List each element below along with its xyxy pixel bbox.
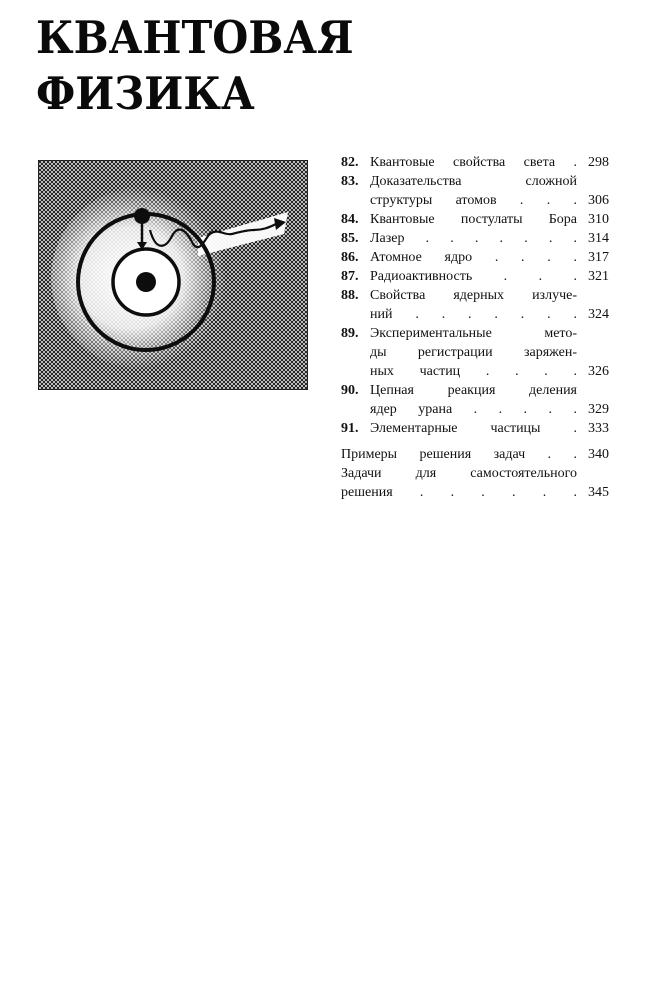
atom-illustration xyxy=(38,160,308,390)
toc-entry-text: ды регистрации заряжен- xyxy=(370,345,577,360)
toc-entry xyxy=(341,229,609,248)
toc-entry-text: ний . . . . . . . xyxy=(370,307,577,322)
toc-entry-text: Примеры решения задач . . xyxy=(341,447,577,462)
nucleus xyxy=(136,272,156,292)
toc-entry-page: 321 xyxy=(588,269,609,284)
toc-entry-text: Квантовые постулаты Бора xyxy=(370,212,577,227)
toc-entry xyxy=(341,381,609,419)
toc-entry xyxy=(341,267,609,286)
toc-entry-text: Элементарные частицы . xyxy=(370,421,577,436)
toc-entry-text: Радиоактивность . . . xyxy=(370,269,577,284)
toc-entry-page: 329 xyxy=(588,402,609,417)
toc-entry-number: 82. xyxy=(341,155,359,170)
toc-entry-text: ных частиц . . . . xyxy=(370,364,577,379)
toc-entry-page: 326 xyxy=(588,364,609,379)
toc-entry-page: 298 xyxy=(588,155,609,170)
toc-entry-text: Экспериментальные мето- xyxy=(370,326,577,341)
toc-entry-number: 90. xyxy=(341,383,359,398)
toc-entry-text: Лазер . . . . . . . xyxy=(370,231,577,246)
atom-orbit-photon-icon xyxy=(38,160,308,390)
toc-entry-page: 340 xyxy=(588,447,609,462)
toc-entry-number: 87. xyxy=(341,269,359,284)
toc-entry xyxy=(341,419,609,438)
toc-entry-text: Задачи для самостоятельного xyxy=(341,466,577,481)
toc-entry-page: 333 xyxy=(588,421,609,436)
page-title-line-2: ФИЗИКА xyxy=(36,67,255,120)
table-of-contents xyxy=(341,153,609,502)
toc-entry-text: Цепная реакция деления xyxy=(370,383,577,398)
electron xyxy=(134,208,150,224)
toc-entry-number: 88. xyxy=(341,288,359,303)
toc-entry-text: решения . . . . . . xyxy=(341,485,577,500)
toc-entry xyxy=(341,172,609,210)
page-title xyxy=(36,10,354,122)
toc-entry xyxy=(341,464,609,502)
toc-entry-page: 306 xyxy=(588,193,609,208)
toc-entry-page: 324 xyxy=(588,307,609,322)
toc-entry-page: 317 xyxy=(588,250,609,265)
toc-entry xyxy=(341,324,609,381)
page-title-line-1: КВАНТОВАЯ xyxy=(36,11,354,64)
toc-entry-number: 83. xyxy=(341,174,359,189)
toc-entry xyxy=(341,286,609,324)
toc-entry-page: 345 xyxy=(588,485,609,500)
toc-entry-text: Квантовые свойства света . xyxy=(370,155,577,170)
toc-entry xyxy=(341,445,609,464)
toc-entry-text: Атомное ядро . . . . xyxy=(370,250,577,265)
toc-entry xyxy=(341,210,609,229)
toc-entry-text: Свойства ядерных излуче- xyxy=(370,288,577,303)
toc-entry xyxy=(341,153,609,172)
toc-entry-text: структуры атомов . . . xyxy=(370,193,577,208)
toc-entry-number: 86. xyxy=(341,250,359,265)
toc-entry-number: 91. xyxy=(341,421,359,436)
toc-entry-number: 85. xyxy=(341,231,359,246)
toc-entry xyxy=(341,248,609,267)
toc-entry-number: 84. xyxy=(341,212,359,227)
toc-entry-number: 89. xyxy=(341,326,359,341)
toc-entry-page: 310 xyxy=(588,212,609,227)
toc-entry-text: Доказательства сложной xyxy=(370,174,577,189)
toc-entry-page: 314 xyxy=(588,231,609,246)
toc-entry-text: ядер урана . . . . . xyxy=(370,402,577,417)
